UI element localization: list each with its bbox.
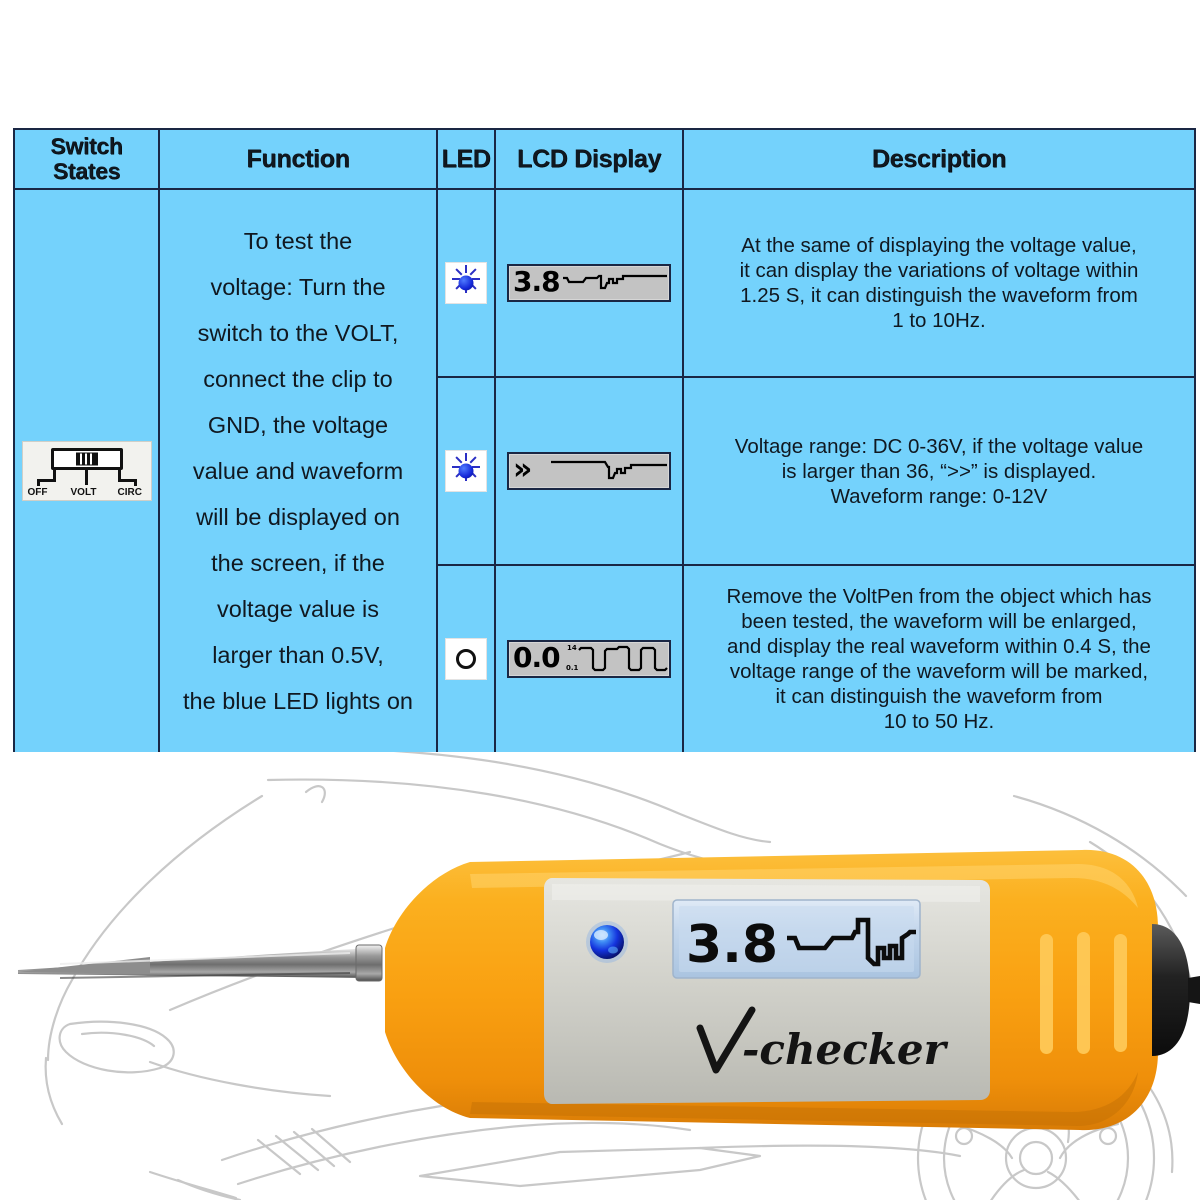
description-cell-row3 (683, 565, 1195, 753)
lcd-value: 0.0 (513, 641, 560, 674)
switch-lead-off-drop (37, 479, 40, 486)
description-line: it can display the variations of voltage within (739, 259, 1139, 282)
switch-label-off: OFF (27, 487, 48, 498)
function-line: To test the (243, 228, 353, 254)
description-line: Remove the VoltPen from the object which has (726, 585, 1152, 608)
function-line: value and waveform (192, 458, 404, 484)
led-lit-icon (445, 262, 487, 304)
product-photo-panel (0, 752, 1200, 1200)
function-line: switch to the VOLT, (197, 320, 399, 346)
lcd-cell-row2 (495, 377, 683, 565)
lcd-range-top-mark: 14 (567, 644, 577, 652)
function-line: larger than 0.5V, (212, 642, 384, 668)
description-cell-row2 (683, 377, 1195, 565)
function-line: the blue LED lights on (183, 688, 413, 714)
function-line: will be displayed on (196, 504, 400, 530)
description-line: and display the real waveform within 0.4 S, the (727, 635, 1151, 658)
header-row (14, 129, 1195, 189)
switch-states-spec-table (13, 128, 1196, 754)
switch-knob (76, 453, 98, 466)
slide-switch-icon (22, 441, 152, 501)
led-cell-row1 (437, 189, 495, 377)
function-line: the screen, if the (211, 550, 385, 576)
header-switch-states (14, 129, 159, 189)
lcd-value: 3.8 (513, 265, 560, 298)
lcd-cell-row1 (495, 189, 683, 377)
led-cell-row3 (437, 565, 495, 753)
probe-needle (18, 945, 382, 981)
lcd-square-waveform-row3 (577, 642, 669, 676)
led-dot (459, 276, 474, 291)
switch-label-volt: VOLT (70, 487, 97, 498)
lcd-display-row2 (507, 452, 671, 490)
description-line: it can distinguish the waveform from (775, 685, 1103, 708)
lcd-display-row3 (507, 640, 671, 678)
table-body (14, 189, 1195, 753)
lcd-overflow-value: » (513, 452, 526, 487)
header-description: Description (683, 129, 1195, 189)
led-dot (459, 464, 474, 479)
lcd-screen-value: 3.8 (686, 915, 779, 975)
function-line: connect the clip to (203, 366, 393, 392)
description-line: 1 to 10Hz. (892, 309, 986, 332)
lcd-waveform-row2 (549, 454, 669, 488)
led-ring (456, 649, 476, 669)
switch-lead-volt (85, 470, 88, 485)
header-function: Function (159, 129, 437, 189)
led-lit-icon (445, 450, 487, 492)
rear-cap (1152, 924, 1200, 1056)
switch-states-cell (14, 189, 159, 753)
header-lcd-display: LCD Display (495, 129, 683, 189)
description-line: been tested, the waveform will be enlarged, (741, 610, 1137, 633)
brand-text: -checker (742, 1025, 946, 1074)
description-cell-row1 (683, 189, 1195, 377)
lcd-waveform-row1 (561, 266, 669, 300)
table-header (14, 129, 1195, 189)
description-line: Voltage range: DC 0-36V, if the voltage value (734, 434, 1144, 458)
led-indicator (586, 921, 628, 963)
switch-label-circ: CIRC (117, 487, 142, 498)
description-line: voltage range of the waveform will be marked, (729, 660, 1149, 683)
switch-lead-circ-drop (134, 479, 137, 486)
lcd-cell-row3 (495, 565, 683, 753)
voltpen-product-image (0, 752, 1200, 1200)
description-line: 10 to 50 Hz. (883, 710, 995, 733)
lcd-display-row1 (507, 264, 671, 302)
description-line: At the same of displaying the voltage value, (741, 234, 1137, 257)
header-switch-states-line1: Switch (50, 133, 123, 160)
header-led: LED (437, 129, 495, 189)
lcd-screen (673, 900, 920, 978)
led-off-icon (445, 638, 487, 680)
description-line: 1.25 S, it can distinguish the waveform from (740, 284, 1138, 307)
function-line: voltage value is (217, 596, 379, 622)
lcd-range-bottom-mark: 0.1 (566, 664, 579, 672)
header-switch-states-line2: States (52, 158, 121, 184)
function-cell (159, 189, 437, 753)
switch-body (51, 448, 123, 470)
function-line: GND, the voltage (207, 412, 389, 438)
function-line: voltage: Turn the (210, 274, 386, 300)
table-row (14, 189, 1195, 377)
led-cell-row2 (437, 377, 495, 565)
description-line: Waveform range: 0-12V (830, 484, 1048, 508)
description-line: is larger than 36, “>>” is displayed. (781, 459, 1097, 483)
